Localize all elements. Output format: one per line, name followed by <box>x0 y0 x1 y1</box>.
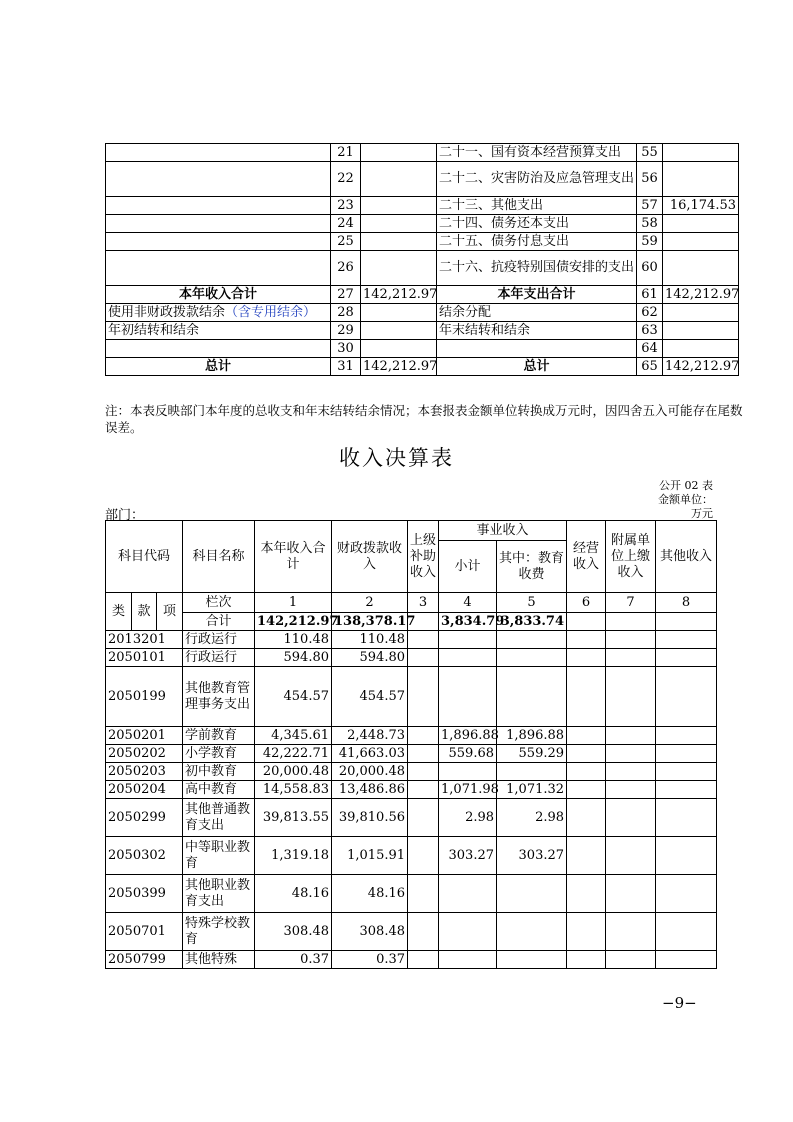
amount-c5 <box>497 667 567 727</box>
amount-c6 <box>567 951 606 969</box>
col-num: 5 <box>497 593 567 613</box>
total-c4: 3,834.79 <box>439 613 497 631</box>
amount-c5 <box>497 951 567 969</box>
table-row <box>106 763 717 781</box>
amount-c5: 1,896.88 <box>497 727 567 745</box>
amount-c6 <box>567 649 606 667</box>
amount-c5 <box>497 631 567 649</box>
amount-c1: 594.80 <box>255 649 332 667</box>
amount-c3 <box>408 667 439 727</box>
amount-c4 <box>439 875 497 913</box>
amount-c4 <box>439 631 497 649</box>
amount-c6 <box>567 745 606 763</box>
amount-c6 <box>567 781 606 799</box>
left-value <box>361 162 437 197</box>
table-row <box>106 286 739 304</box>
right-value: 142,212.97 <box>663 358 739 376</box>
header-column-no: 栏次 <box>183 593 255 613</box>
left-label <box>106 358 331 376</box>
amount-c2: 308.48 <box>332 913 408 951</box>
amount-c8 <box>656 781 717 799</box>
amount-c5: 2.98 <box>497 799 567 837</box>
income-table <box>105 520 717 969</box>
right-line-no: 56 <box>637 162 663 197</box>
right-line-no: 58 <box>637 215 663 233</box>
amount-c7 <box>606 763 656 781</box>
amount-c7 <box>606 951 656 969</box>
table-row <box>106 215 739 233</box>
right-label: 年末结转和结余 <box>437 322 637 340</box>
table-row <box>106 144 739 162</box>
amount-c6 <box>567 837 606 875</box>
right-line-no: 64 <box>637 340 663 358</box>
amount-c3 <box>408 913 439 951</box>
table-row <box>106 251 739 286</box>
table-row <box>106 745 717 763</box>
table-row <box>106 727 717 745</box>
left-label <box>106 251 331 286</box>
amount-c8 <box>656 745 717 763</box>
right-value <box>663 215 739 233</box>
col-num: 4 <box>439 593 497 613</box>
left-line-no: 25 <box>331 233 361 251</box>
left-line-no: 27 <box>331 286 361 304</box>
amount-c2: 13,486.86 <box>332 781 408 799</box>
header-kuan: 款 <box>132 593 157 631</box>
subject-name: 高中教育 <box>183 781 255 799</box>
amount-c5: 559.29 <box>497 745 567 763</box>
subject-name: 学前教育 <box>183 727 255 745</box>
subject-name: 初中教育 <box>183 763 255 781</box>
table-row <box>106 197 739 215</box>
amount-c3 <box>408 951 439 969</box>
total-c5: 3,833.74 <box>497 613 567 631</box>
table-row <box>106 340 739 358</box>
amount-c1: 1,319.18 <box>255 837 332 875</box>
header-operating: 经营收入 <box>567 521 606 593</box>
subject-name: 其他特殊 <box>183 951 255 969</box>
header-subtotal: 小计 <box>439 541 497 593</box>
header-name: 科目名称 <box>183 521 255 593</box>
amount-c6 <box>567 799 606 837</box>
amount-c1: 308.48 <box>255 913 332 951</box>
right-value <box>663 322 739 340</box>
table-row <box>106 667 717 727</box>
left-line-no: 22 <box>331 162 361 197</box>
amount-c6 <box>567 875 606 913</box>
right-line-no: 55 <box>637 144 663 162</box>
table-row <box>106 913 717 951</box>
amount-c2: 2,448.73 <box>332 727 408 745</box>
left-value <box>361 144 437 162</box>
left-line-no: 31 <box>331 358 361 376</box>
col-num: 6 <box>567 593 606 613</box>
amount-c5: 1,071.32 <box>497 781 567 799</box>
col-num: 7 <box>606 593 656 613</box>
total-row-label: 合计 <box>183 613 255 631</box>
right-label: 二十三、其他支出 <box>437 197 637 215</box>
amount-c4: 303.27 <box>439 837 497 875</box>
amount-c6 <box>567 763 606 781</box>
total-c6 <box>567 613 606 631</box>
subject-code: 2050302 <box>106 837 183 875</box>
amount-c2: 454.57 <box>332 667 408 727</box>
amount-c4 <box>439 649 497 667</box>
header-business: 事业收入 <box>439 521 567 541</box>
amount-c1: 39,813.55 <box>255 799 332 837</box>
amount-c3 <box>408 875 439 913</box>
right-label: 二十五、债务付息支出 <box>437 233 637 251</box>
amount-c4: 559.68 <box>439 745 497 763</box>
table-row <box>106 233 739 251</box>
left-label-note: （含专用结余） <box>225 304 317 320</box>
amount-c4 <box>439 951 497 969</box>
amount-c8 <box>656 951 717 969</box>
amount-c6 <box>567 727 606 745</box>
amount-c8 <box>656 837 717 875</box>
left-label <box>106 162 331 197</box>
amount-c3 <box>408 745 439 763</box>
amount-c7 <box>606 913 656 951</box>
subject-name: 中等职业教育 <box>183 837 255 875</box>
amount-c8 <box>656 763 717 781</box>
subject-name: 小学教育 <box>183 745 255 763</box>
left-label <box>106 304 331 322</box>
left-value: 142,212.97 <box>361 286 437 304</box>
subject-code: 2050203 <box>106 763 183 781</box>
amount-c4: 2.98 <box>439 799 497 837</box>
amount-c8 <box>656 727 717 745</box>
right-label: 二十四、债务还本支出 <box>437 215 637 233</box>
amount-c7 <box>606 667 656 727</box>
col-num: 3 <box>408 593 439 613</box>
table-row <box>106 837 717 875</box>
amount-c6 <box>567 631 606 649</box>
subject-code: 2013201 <box>106 631 183 649</box>
subject-name: 其他职业教育支出 <box>183 875 255 913</box>
balance-table <box>105 143 739 376</box>
amount-c4: 1,896.88 <box>439 727 497 745</box>
left-label <box>106 233 331 251</box>
amount-c8 <box>656 631 717 649</box>
amount-c5 <box>497 913 567 951</box>
amount-c5: 303.27 <box>497 837 567 875</box>
total-c8 <box>656 613 717 631</box>
left-label <box>106 340 331 358</box>
amount-c3 <box>408 837 439 875</box>
amount-c1: 454.57 <box>255 667 332 727</box>
table-row <box>106 875 717 913</box>
right-line-no: 57 <box>637 197 663 215</box>
right-label: 二十一、国有资本经营预算支出 <box>437 144 637 162</box>
subject-name: 行政运行 <box>183 631 255 649</box>
amount-c8 <box>656 799 717 837</box>
table-row <box>106 781 717 799</box>
amount-c3 <box>408 649 439 667</box>
right-label: 二十六、抗疫特别国债安排的支出 <box>437 251 637 286</box>
left-label <box>106 322 331 340</box>
subject-code: 2050204 <box>106 781 183 799</box>
amount-c2: 1,015.91 <box>332 837 408 875</box>
total-c1: 142,212.97 <box>255 613 332 631</box>
right-line-no: 61 <box>637 286 663 304</box>
amount-c8 <box>656 913 717 951</box>
amount-c7 <box>606 745 656 763</box>
amount-c2: 20,000.48 <box>332 763 408 781</box>
subject-code: 2050701 <box>106 913 183 951</box>
table-row <box>106 799 717 837</box>
header-xiang: 项 <box>157 593 183 631</box>
amount-c7 <box>606 631 656 649</box>
table-row <box>106 304 739 322</box>
page-number: −9− <box>662 994 697 1012</box>
left-label <box>106 286 331 304</box>
amount-c1: 0.37 <box>255 951 332 969</box>
amount-c3 <box>408 631 439 649</box>
right-value <box>663 304 739 322</box>
amount-c3 <box>408 763 439 781</box>
amount-c2: 110.48 <box>332 631 408 649</box>
header-edu-fee: 其中：教育收费 <box>497 541 567 593</box>
col-num: 2 <box>332 593 408 613</box>
left-value: 142,212.97 <box>361 358 437 376</box>
total-c7 <box>606 613 656 631</box>
table-row <box>106 162 739 197</box>
amount-c2: 0.37 <box>332 951 408 969</box>
amount-c6 <box>567 667 606 727</box>
header-code: 科目代码 <box>106 521 183 593</box>
left-line-no: 21 <box>331 144 361 162</box>
left-label-text: 总计 <box>204 358 231 374</box>
amount-c4 <box>439 667 497 727</box>
subject-code: 2050201 <box>106 727 183 745</box>
table-row <box>106 649 717 667</box>
table-row <box>106 358 739 376</box>
amount-c2: 594.80 <box>332 649 408 667</box>
amount-c4: 1,071.98 <box>439 781 497 799</box>
subject-name: 特殊学校教育 <box>183 913 255 951</box>
amount-c8 <box>656 649 717 667</box>
left-line-no: 29 <box>331 322 361 340</box>
subject-code: 2050101 <box>106 649 183 667</box>
left-value <box>361 251 437 286</box>
left-value <box>361 215 437 233</box>
right-value <box>663 162 739 197</box>
right-value: 142,212.97 <box>663 286 739 304</box>
right-label: 总计 <box>437 358 637 376</box>
form-number: 公开 02 表 <box>659 479 713 492</box>
right-value <box>663 251 739 286</box>
left-label-text: 本年收入合计 <box>178 286 257 302</box>
col-num: 1 <box>255 593 332 613</box>
left-line-no: 26 <box>331 251 361 286</box>
amount-c1: 42,222.71 <box>255 745 332 763</box>
header-other: 其他收入 <box>656 521 717 593</box>
amount-c5 <box>497 649 567 667</box>
right-value: 16,174.53 <box>663 197 739 215</box>
right-label: 结余分配 <box>437 304 637 322</box>
table-note: 注：本表反映部门本年度的总收支和年末结转结余情况；本套报表金额单位转换成万元时，因四舍五入可能存在尾数误差。 <box>105 403 743 435</box>
subject-code: 2050399 <box>106 875 183 913</box>
amount-c2: 48.16 <box>332 875 408 913</box>
amount-c3 <box>408 727 439 745</box>
amount-c5 <box>497 763 567 781</box>
amount-c4 <box>439 763 497 781</box>
left-value <box>361 197 437 215</box>
amount-c1: 48.16 <box>255 875 332 913</box>
table-row <box>106 631 717 649</box>
amount-c7 <box>606 781 656 799</box>
right-line-no: 60 <box>637 251 663 286</box>
left-label <box>106 215 331 233</box>
right-value <box>663 233 739 251</box>
subject-name: 其他教育管理事务支出 <box>183 667 255 727</box>
amount-c8 <box>656 667 717 727</box>
amount-c1: 110.48 <box>255 631 332 649</box>
subject-code: 2050199 <box>106 667 183 727</box>
amount-c4 <box>439 913 497 951</box>
left-label-text: 年初结转和结余 <box>108 322 200 338</box>
amount-unit: 金额单位：万元 <box>658 493 713 520</box>
amount-c1: 4,345.61 <box>255 727 332 745</box>
amount-c6 <box>567 913 606 951</box>
left-value <box>361 322 437 340</box>
amount-c8 <box>656 875 717 913</box>
subject-code: 2050299 <box>106 799 183 837</box>
amount-c3 <box>408 799 439 837</box>
left-label <box>106 197 331 215</box>
amount-c1: 20,000.48 <box>255 763 332 781</box>
right-value <box>663 144 739 162</box>
amount-c7 <box>606 649 656 667</box>
header-lei: 类 <box>106 593 132 631</box>
left-label <box>106 144 331 162</box>
subject-code: 2050202 <box>106 745 183 763</box>
amount-c7 <box>606 875 656 913</box>
table-row <box>106 322 739 340</box>
left-value <box>361 340 437 358</box>
right-line-no: 65 <box>637 358 663 376</box>
amount-c3 <box>408 781 439 799</box>
amount-c1: 14,558.83 <box>255 781 332 799</box>
header-affiliated: 附属单位上缴收入 <box>606 521 656 593</box>
left-value <box>361 233 437 251</box>
right-label: 二十二、灾害防治及应急管理支出 <box>437 162 637 197</box>
right-line-no: 59 <box>637 233 663 251</box>
table-row <box>106 951 717 969</box>
subject-name: 其他普通教育支出 <box>183 799 255 837</box>
right-line-no: 62 <box>637 304 663 322</box>
amount-c7 <box>606 837 656 875</box>
amount-c5 <box>497 875 567 913</box>
right-label: 本年支出合计 <box>437 286 637 304</box>
right-label <box>437 340 637 358</box>
page-title: 收入决算表 <box>339 446 454 470</box>
left-line-no: 28 <box>331 304 361 322</box>
header-subsidy: 上级补助收入 <box>408 521 439 593</box>
left-value <box>361 304 437 322</box>
left-line-no: 23 <box>331 197 361 215</box>
amount-c2: 39,810.56 <box>332 799 408 837</box>
header-total: 本年收入合计 <box>255 521 332 593</box>
col-num: 8 <box>656 593 717 613</box>
subject-code: 2050799 <box>106 951 183 969</box>
header-fiscal: 财政拨款收入 <box>332 521 408 593</box>
department-label: 部门： <box>105 508 145 523</box>
left-label-text: 使用非财政拨款结余 <box>108 304 226 320</box>
amount-c2: 41,663.03 <box>332 745 408 763</box>
right-value <box>663 340 739 358</box>
subject-name: 行政运行 <box>183 649 255 667</box>
right-line-no: 63 <box>637 322 663 340</box>
amount-c7 <box>606 799 656 837</box>
amount-c7 <box>606 727 656 745</box>
left-line-no: 30 <box>331 340 361 358</box>
left-line-no: 24 <box>331 215 361 233</box>
total-c2: 138,378.17 <box>332 613 408 631</box>
